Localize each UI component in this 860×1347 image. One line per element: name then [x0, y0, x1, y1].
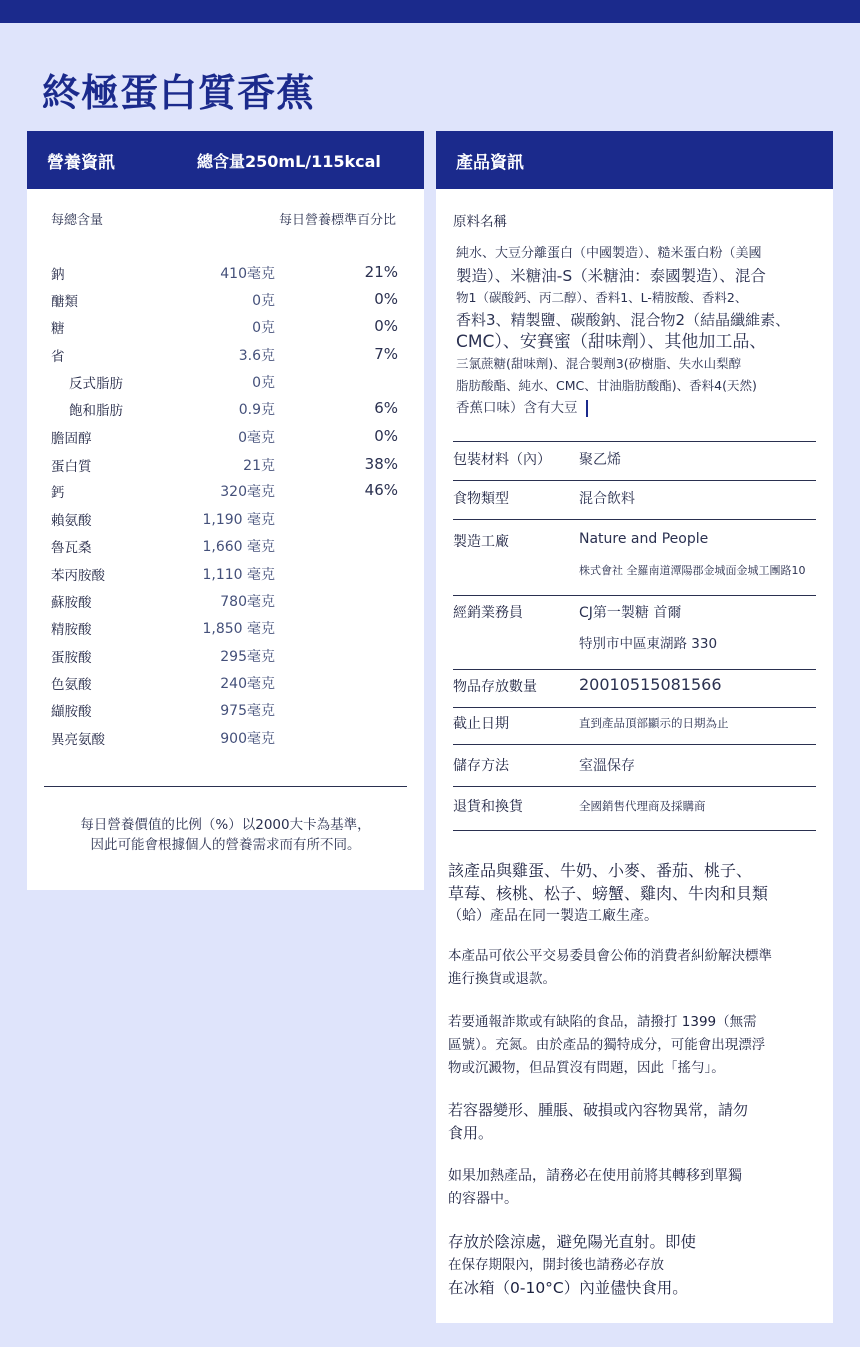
- paragraph-line: 本產品可依公平交易委員會公佈的消費者糾紛解決標準: [448, 948, 772, 964]
- paragraph-line: 如果加熱產品，請務必在使用前將其轉移到單獨: [448, 1168, 742, 1184]
- paragraph-line: 存放於陰涼處，避免陽光直射。即使: [448, 1233, 697, 1251]
- nutrient-row: [27, 724, 424, 751]
- nutrient-name: 鈉: [51, 267, 65, 283]
- paragraph-line: 若容器變形、腫脹、破損或內容物異常，請勿: [448, 1101, 749, 1119]
- heating-notice: [448, 1165, 820, 1211]
- nutrient-name: 飽和脂肪: [69, 403, 123, 419]
- section-divider: [453, 707, 816, 708]
- nutrient-name: 反式脂肪: [69, 376, 123, 392]
- section-divider: [453, 480, 816, 481]
- nutrient-amount: 3.6克: [238, 348, 275, 364]
- section-divider: [453, 595, 816, 596]
- info-value: 混合飲料: [579, 491, 635, 507]
- nutrient-amount: 410毫克: [220, 266, 275, 282]
- page-title: 終極蛋白質香蕉: [42, 71, 316, 115]
- nutrient-percent: 0%: [374, 427, 398, 445]
- info-key: 包裝材料（內）: [453, 452, 551, 468]
- nutrient-percent: 0%: [374, 290, 398, 308]
- nutrient-amount: 1,190 毫克: [202, 512, 275, 528]
- nutrient-row: [27, 477, 424, 504]
- refund-notice: [448, 945, 820, 991]
- section-divider: [453, 744, 816, 745]
- nutrient-amount: 0克: [252, 320, 275, 336]
- nutrient-row: [27, 505, 424, 532]
- nutrient-amount: 1,110 毫克: [202, 567, 275, 583]
- raw-materials-label: 原料名稱: [453, 214, 507, 230]
- product-header: [436, 131, 833, 189]
- info-key: 截止日期: [453, 716, 509, 732]
- section-divider: [453, 441, 816, 442]
- nutrient-percent: 0%: [374, 317, 398, 335]
- info-value-secondary: 株式會社 全羅南道潭陽郡金城面金城工團路10: [579, 564, 806, 577]
- nutrient-row: [27, 696, 424, 723]
- raw-line: 純水、大豆分離蛋白（中國製造）、糙米蛋白粉（美國: [456, 246, 762, 261]
- nutrient-name: 糖: [51, 321, 65, 337]
- nutrition-header-label: 營養資訊: [47, 152, 115, 173]
- raw-line: 物1（碳酸鈣、丙二醇）、香料1、L-精胺酸、香料2、: [456, 290, 748, 305]
- nutrition-note: [27, 815, 424, 855]
- raw-line: 香料3、精製鹽、碳酸鈉、混合物2（結晶纖維素、: [456, 311, 791, 329]
- nutrition-header-total: 總含量250mL/115kcal: [197, 151, 381, 171]
- nutrient-amount: 0毫克: [238, 430, 275, 446]
- nutrient-amount: 1,850 毫克: [202, 621, 275, 637]
- paragraph-line: 的容器中。: [448, 1191, 518, 1207]
- nutrient-percent: 21%: [364, 263, 398, 281]
- info-value: CJ第一製糖 首爾: [579, 605, 682, 621]
- paragraph-line: 物或沉澱物，但品質沒有問題，因此「搖勻」。: [448, 1060, 725, 1076]
- nutrient-name: 蛋胺酸: [51, 650, 92, 666]
- raw-materials-text: [456, 243, 811, 419]
- product-header-label: 產品資訊: [456, 152, 524, 173]
- info-value: 聚乙烯: [579, 452, 621, 468]
- nutrient-amount: 21克: [243, 458, 275, 474]
- nutrient-name: 纈胺酸: [51, 704, 92, 720]
- daily-value-label: 每日營養標準百分比: [278, 213, 396, 228]
- info-value: Nature and People: [579, 531, 709, 547]
- allergen-notice: [448, 859, 820, 928]
- paragraph-line: 進行換貨或退款。: [448, 971, 556, 987]
- nutrient-amount: 780毫克: [220, 594, 275, 610]
- nutrient-name: 蛋白質: [51, 459, 92, 475]
- raw-line: 脂肪酸酯、純水、CMC、甘油脂肪酸酯)、香料4(天然): [456, 378, 757, 393]
- info-value: 室溫保存: [579, 758, 635, 774]
- nutrient-name: 鈣: [51, 485, 65, 501]
- top-bar: [0, 0, 860, 23]
- nutrient-row: [27, 423, 424, 450]
- info-key: 物品存放數量: [453, 679, 537, 695]
- nutrient-row: [27, 532, 424, 559]
- nutrition-note-line: 每日營養價值的比例（%）以2000大卡為基準，: [80, 817, 371, 833]
- nutrition-note-line: 因此可能會根據個人的營養需求而有所不同。: [90, 837, 361, 853]
- nutrient-amount: 240毫克: [220, 676, 275, 692]
- nutrient-name: 賴氨酸: [51, 513, 92, 529]
- raw-line: 三氯蔗糖(甜味劑)、混合製劑3(矽樹脂、失水山梨醇: [456, 356, 742, 371]
- section-divider: [453, 786, 816, 787]
- info-value-secondary: 特別市中區東湖路 330: [579, 636, 718, 652]
- nutrient-amount: 0.9克: [238, 402, 275, 418]
- product-panel: [436, 131, 833, 1323]
- raw-line: 製造）、米糖油-S（米糖油：泰國製造）、混合: [456, 267, 766, 285]
- paragraph-line: 若要通報詐欺或有缺陷的食品，請撥打 1399（無需: [448, 1014, 757, 1030]
- info-value: 全國銷售代理商及採購商: [579, 799, 706, 813]
- section-divider: [453, 830, 816, 831]
- info-key: 退貨和換貨: [453, 799, 523, 815]
- nutrient-row: [27, 587, 424, 614]
- section-divider: [453, 669, 816, 670]
- nutrient-row: [27, 669, 424, 696]
- nutrient-row: [27, 259, 424, 286]
- report-notice: [448, 1011, 820, 1080]
- per-total-label: 每總含量: [51, 213, 104, 228]
- nutrient-amount: 295毫克: [220, 649, 275, 665]
- nutrient-name: 醣類: [51, 294, 78, 310]
- nutrition-panel: [27, 131, 424, 890]
- info-value: 20010515081566: [579, 675, 722, 694]
- nutrient-row: [27, 341, 424, 368]
- info-value: 直到產品頂部顯示的日期為止: [579, 716, 729, 730]
- nutrient-amount: 900毫克: [220, 731, 275, 747]
- raw-line-text: 香蕉口味）含有大豆: [456, 400, 578, 416]
- nutrient-amount: 320毫克: [220, 484, 275, 500]
- nutrient-row: [27, 286, 424, 313]
- nutrient-name: 省: [51, 349, 65, 365]
- paragraph-line: 草莓、核桃、松子、螃蟹、雞肉、牛肉和貝類: [448, 884, 769, 903]
- info-key: 儲存方法: [453, 758, 509, 774]
- paragraph-line: 在保存期限內，開封後也請務必存放: [448, 1257, 664, 1273]
- nutrient-name: 魯瓦桑: [51, 540, 92, 556]
- info-key: 經銷業務員: [453, 605, 523, 621]
- raw-line: CMC）、安賽蜜（甜味劑）、其他加工品、: [456, 332, 767, 352]
- nutrient-name: 精胺酸: [51, 622, 92, 638]
- info-key: 製造工廠: [453, 534, 509, 550]
- nutrient-row: [27, 560, 424, 587]
- nutrient-row: [27, 313, 424, 340]
- nutrition-header: [27, 131, 424, 189]
- nutrient-amount: 1,660 毫克: [202, 539, 275, 555]
- text-cursor: [586, 400, 588, 417]
- nutrient-row: [27, 395, 424, 422]
- nutrient-percent: 6%: [374, 399, 398, 417]
- nutrient-amount: 0克: [252, 375, 275, 391]
- nutrient-row: [27, 642, 424, 669]
- nutrition-divider: [44, 786, 407, 787]
- paragraph-line: 在冰箱（0-10°C）內並儘快食用。: [448, 1279, 688, 1297]
- nutrient-name: 膽固醇: [51, 431, 92, 447]
- section-divider: [453, 519, 816, 520]
- nutrient-name: 蘇胺酸: [51, 595, 92, 611]
- info-key: 食物類型: [453, 491, 509, 507]
- nutrient-amount: 0克: [252, 293, 275, 309]
- nutrient-row: [27, 451, 424, 478]
- paragraph-line: （蛤）產品在同一製造工廠生產。: [448, 908, 658, 924]
- nutrient-row: [27, 368, 424, 395]
- nutrient-percent: 46%: [364, 481, 398, 499]
- nutrient-row: [27, 614, 424, 641]
- paragraph-line: 區號）。充氮。由於產品的獨特成分，可能會出現漂浮: [448, 1037, 766, 1053]
- storage-notice: [448, 1231, 820, 1300]
- nutrient-name: 色氨酸: [51, 677, 92, 693]
- nutrient-amount: 975毫克: [220, 703, 275, 719]
- paragraph-line: 食用。: [448, 1124, 494, 1142]
- nutrient-percent: 38%: [364, 455, 398, 473]
- nutrient-percent: 7%: [374, 345, 398, 363]
- raw-line: [456, 397, 811, 419]
- paragraph-line: 該產品與雞蛋、牛奶、小麥、番茄、桃子、: [448, 861, 753, 880]
- container-notice: [448, 1099, 820, 1145]
- nutrient-name: 異亮氨酸: [51, 732, 105, 748]
- nutrient-name: 苯丙胺酸: [51, 568, 105, 584]
